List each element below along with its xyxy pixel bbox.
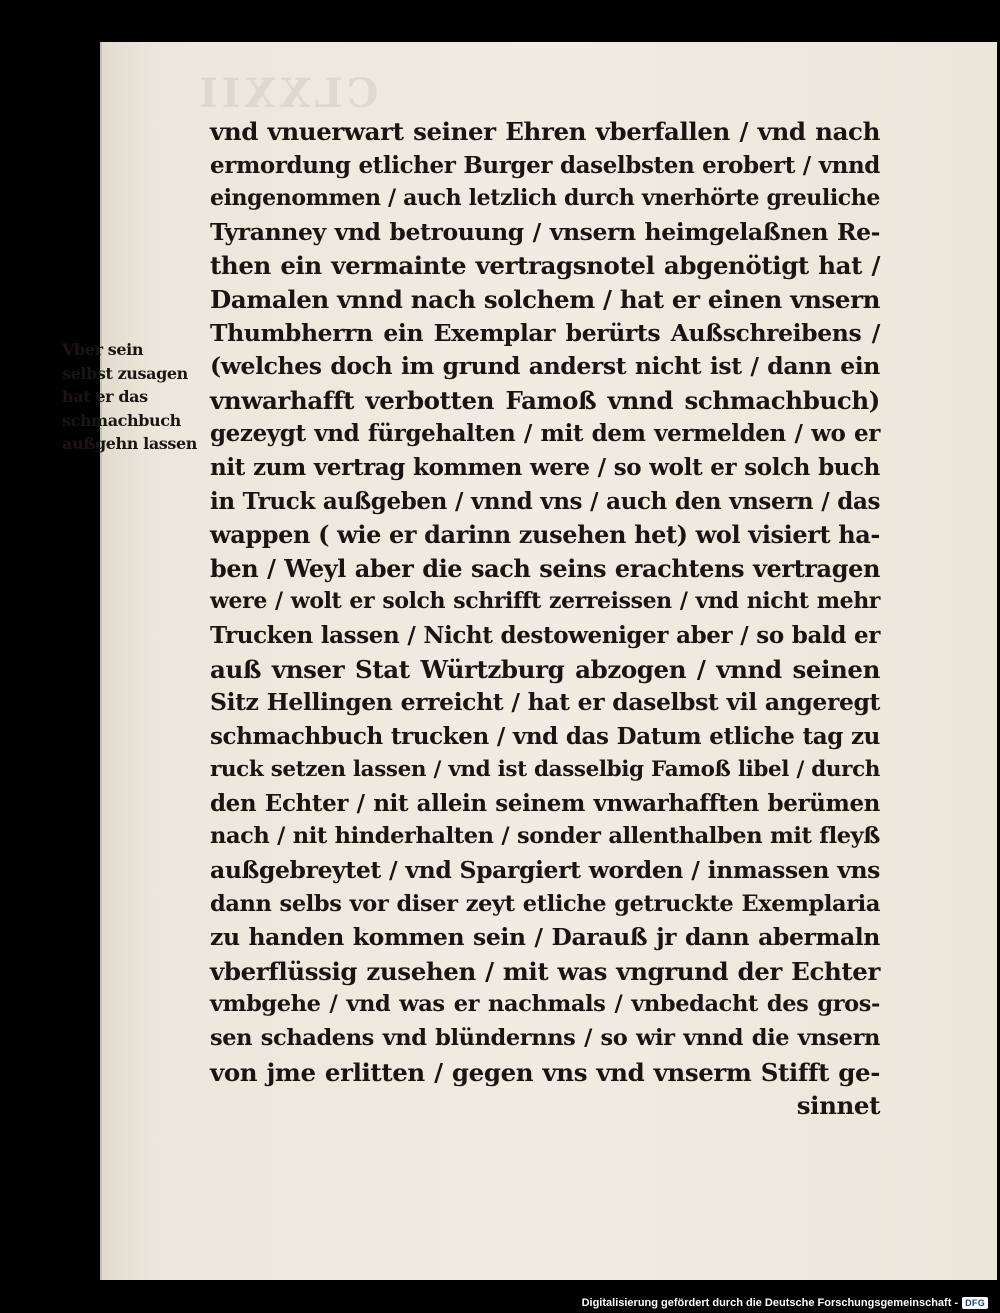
text-line: sen schadens vnd blündernns / so wir vnnd die vnsern [210,1025,880,1052]
text-line: zu handen kommen sein / Darauß jr dann abermaln [210,923,880,952]
text-line: nach / nit hinderhalten / sonder allenthalben mit fleyß [210,823,880,850]
text-line: schmachbuch trucken / vnd das Datum etliche tag zu [210,722,880,750]
text-line: (welches doch im grund anderst nicht ist / dann ein [210,352,880,381]
marginal-line: Vber sein [62,340,144,359]
text-line: von jme erlitten / gegen vns vnd vnserm Stifft ge- [210,1057,880,1087]
show-through-bleed: CLXXII [195,70,379,117]
text-line: vnwarhafft verbotten Famoß vnnd schmachbuch) [210,385,880,415]
marginal-note [62,338,202,456]
text-line: eingenommen / auch letzlich durch vnerhörte greuliche [210,185,880,212]
text-line: ermordung etlicher Burger daselbsten erobert / vnnd [210,151,880,179]
text-line: vnd vnuerwart seiner Ehren vberfallen / vnd nach [210,117,880,146]
text-line: Sitz Hellingen erreicht / hat er daselbst vil angeregt [210,688,880,717]
marginal-line: schmachbuch [62,410,181,430]
text-line: außgebreytet / vnd Spargiert worden / inmassen vns [210,856,880,885]
digitization-credit [582,1297,988,1309]
text-line: gezeygt vnd fürgehalten / mit dem vermelden / wo er [210,420,880,448]
text-line: ruck setzen lassen / vnd ist dasselbig Famoß libel / durch [210,757,880,783]
text-line: were / wolt er solch schrifft zerreissen / vnd nicht mehr [210,588,880,615]
text-line: ben / Weyl aber die sach seins erachtens vertragen [210,553,880,583]
text-line: then ein vermainte vertragsnotel abgenötigt hat / [210,251,880,281]
text-line: Thumbherrn ein Exemplar berürts Außschreibens / [210,318,880,347]
marginal-line: selbst zusagen [62,363,188,383]
text-line: Damalen vnnd nach solchem / hat er einen vnsern [210,284,880,314]
text-line: vmbgehe / vnd was er nachmals / vnbedacht des gros- [210,991,880,1018]
text-line: nit zum vertrag kommen were / so wolt er solch buch [210,453,880,481]
dfg-logo-icon: DFG [962,1297,988,1309]
credit-text: Digitalisierung gefördert durch die Deutsche Forschungsgemeinschaft - [581,1297,959,1309]
text-line: dann selbs vor diser zeyt etliche getruckte Exemplaria [210,890,880,917]
text-line: in Truck außgeben / vnnd vns / auch den vnsern / das [210,487,880,515]
body-text [210,115,880,1123]
text-line: auß vnser Stat Würtzburg abzogen / vnnd seinen [210,654,880,684]
marginal-line: außgehn lassen [62,434,198,453]
text-line: vberflüssig zusehen / mit was vngrund der Echter [210,956,880,986]
marginal-line: hat er das [62,387,148,406]
text-line: den Echter / nit allein seinem vnwarhafften berümen [210,789,880,817]
text-line-catchword: sinnet [796,1091,880,1121]
text-line: Trucken lassen / Nicht destoweniger aber / so bald er [210,621,880,649]
text-line: Tyranney vnd betrouung / vnsern heimgelaßnen Re- [210,217,880,246]
text-line: wappen ( wie er darinn zusehen het) wol visiert ha- [210,520,880,550]
